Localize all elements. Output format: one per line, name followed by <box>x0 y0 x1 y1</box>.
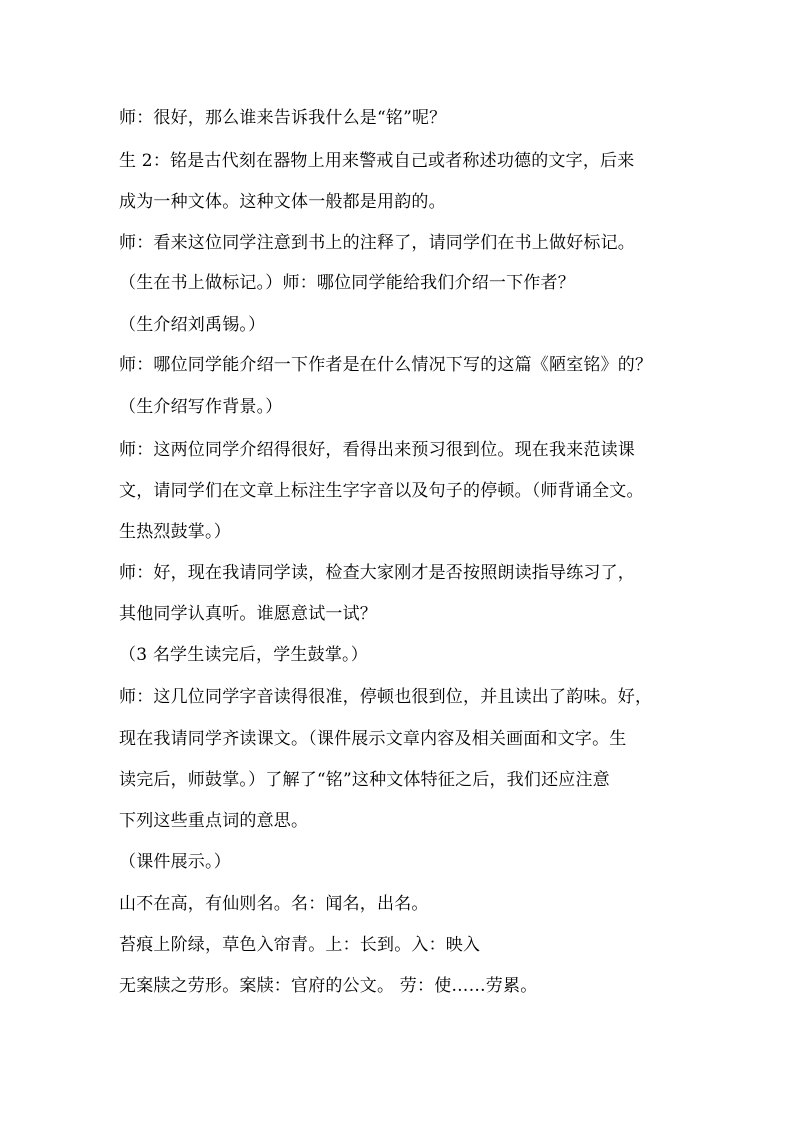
vocabulary-line: 无案牍之劳形。案牍：官府的公文。 劳：使……劳累。 <box>119 976 538 996</box>
dialogue-line: （课件展示。） <box>119 852 231 872</box>
dialogue-line: 生 2：铭是古代刻在器物上用来警戒自己或者称述功德的文字，后来 <box>119 151 635 171</box>
dialogue-line: 师：看来这位同学注意到书上的注释了，请同学们在书上做好标记。 <box>119 233 635 253</box>
dialogue-line: 成为一种文体。这种文体一般都是用韵的。 <box>119 192 446 212</box>
dialogue-line: 师：这两位同学介绍得很好，看得出来预习很到位。现在我来范读课 <box>119 440 635 460</box>
dialogue-line: 师：这几位同学字音读得很准，停顿也很到位，并且读出了韵味。好， <box>119 687 653 707</box>
vocabulary-line: 苔痕上阶绿，草色入帘青。上：长到。入：映入 <box>119 935 481 955</box>
dialogue-line: 师：很好，那么谁来告诉我什么是“铭”呢？ <box>119 108 447 128</box>
dialogue-line: （生在书上做标记。）师：哪位同学能给我们介绍一下作者？ <box>119 273 575 293</box>
vocabulary-line: 山不在高，有仙则名。名：闻名，出名。 <box>119 894 429 914</box>
dialogue-line: （生介绍刘禹锡。） <box>119 315 266 335</box>
dialogue-line: 师：哪位同学能介绍一下作者是在什么情况下写的这篇《陋室铭》的？ <box>119 355 653 375</box>
dialogue-line: 生热烈鼓掌。） <box>119 522 231 542</box>
dialogue-line: 现在我请同学齐读课文。（课件展示文章内容及相关画面和文字。生 <box>119 729 627 749</box>
dialogue-line: （3 名学生读完后，学生鼓掌。） <box>119 645 368 665</box>
dialogue-line: （生介绍写作背景。） <box>119 397 283 417</box>
dialogue-line: 师：好，现在我请同学读，检查大家刚才是否按照朗读指导练习了， <box>119 563 635 583</box>
dialogue-line: 文，请同学们在文章上标注生字字音以及句子的停顿。（师背诵全文。 <box>119 481 644 501</box>
dialogue-line: 下列这些重点词的意思。 <box>119 811 309 831</box>
dialogue-line: 其他同学认真听。谁愿意试一试？ <box>119 604 377 624</box>
dialogue-line: 读完后，师鼓掌。）了解了“铭”这种文体特征之后，我们还应注意 <box>119 770 610 790</box>
